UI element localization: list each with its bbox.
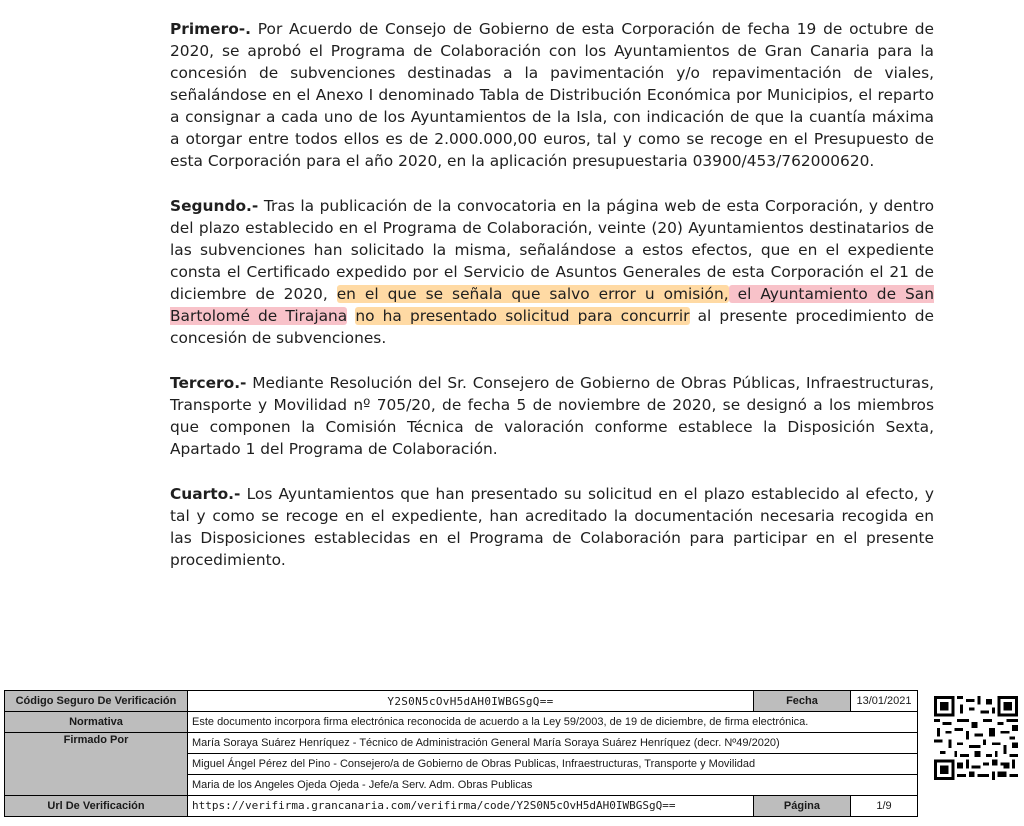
normativa-value: Este documento incorpora firma electrónica reconocida de acuerdo a la Ley 59/2003, de 19 de diciembre, de firma electrónica.	[188, 712, 918, 733]
paragraph-text: Por Acuerdo de Consejo de Gobierno de esta Corporación de fecha 19 de octubre de 2020, se aprobó el Programa de Colaboración con los Ayuntamientos de Gran Canaria para la concesión de subvenciones destinadas a la pavimentación y/o repavimentación de viales, señalándose en el Anexo I denominado Tabla de Distribución Económica por Municipios, el reparto a consignar a cada uno de los Ayuntamientos de la Isla, con indicación de que la cuantía máxima a otorgar entre todos ellos es de 2.000.000,00 euros, tal y como se recoge en el Presupuesto de esta Corporación para el año 2020, en la aplicación presupuestaria 03900/453/762000620.	[170, 20, 934, 170]
highlight-red: el Ayuntamiento de San Bartolomé de Tirajana	[170, 285, 934, 325]
paragraph-text: al presente procedimiento de concesión de subvenciones.	[170, 307, 934, 347]
normativa-row	[5, 712, 918, 733]
firmado-label: Firmado Por	[5, 733, 188, 796]
highlight-orange: en el que se señala que salvo error u omisión,	[336, 285, 729, 303]
paragraph-heading: Segundo.-	[170, 197, 259, 215]
url-label: Url De Verificación	[5, 796, 188, 817]
paragraph-cuarto	[170, 483, 934, 571]
signature-footer-table	[4, 690, 918, 817]
csv-row	[5, 691, 918, 712]
paragraph-text: Mediante Resolución del Sr. Consejero de Gobierno de Obras Públicas, Infraestructuras, Transporte y Movilidad nº 705/20, de fecha 5 de noviembre de 2020, se designó a los miembros que componen la Comisión Técnica de valoración conforme establece la Disposición Sexta, Apartado 1 del Programa de Colaboración.	[170, 374, 934, 458]
paragraph-segundo	[170, 195, 934, 349]
firmante-1: María Soraya Suárez Henríquez - Técnico de Administración General María Soraya Suárez Henríquez (decr. Nº49/2020)	[188, 733, 918, 754]
highlight-orange: no ha presentado solicitud para concurrir	[355, 307, 690, 325]
paragraph-primero	[170, 18, 934, 172]
pagina-label: Página	[753, 796, 850, 817]
firmante-3: Maria de los Angeles Ojeda Ojeda - Jefe/a Serv. Adm. Obras Publicas	[188, 775, 918, 796]
paragraph-heading: Cuarto.-	[170, 485, 241, 503]
fecha-label: Fecha	[753, 691, 850, 712]
csv-label: Código Seguro De Verificación	[5, 691, 188, 712]
csv-value: Y2S0N5cOvH5dAH0IWBGSgQ==	[188, 691, 754, 712]
pagina-value: 1/9	[850, 796, 917, 817]
paragraph-text: Los Ayuntamientos que han presentado su solicitud en el plazo establecido al efecto, y tal y como se recoge en el expediente, han acreditado la documentación necesaria recogida en las Disposiciones establecidas en el Programa de Colaboración para participar en el presente procedimiento.	[170, 485, 934, 569]
firmante-2: Miguel Ángel Pérez del Pino - Consejero/a de Gobierno de Obras Publicas, Infraestructuras, Transporte y Movilidad	[188, 754, 918, 775]
fecha-value: 13/01/2021	[850, 691, 917, 712]
paragraph-tercero	[170, 372, 934, 460]
qr-code-icon	[934, 696, 1018, 780]
normativa-label: Normativa	[5, 712, 188, 733]
firmado-row	[5, 733, 918, 754]
paragraph-heading: Tercero.-	[170, 374, 247, 392]
paragraph-text: Tras la publicación de la convocatoria en la página web de esta Corporación, y dentro del plazo establecido en el Programa de Colaboración, veinte (20) Ayuntamientos destinatarios de las subvenciones han solicitado la misma, señalándose a estos efectos, que en el expediente consta el Certificado expedido por el Servicio de Asuntos Generales de esta Corporación el 21 de diciembre de 2020,	[170, 197, 934, 303]
url-row	[5, 796, 918, 817]
document-body	[170, 18, 934, 594]
paragraph-heading: Primero-.	[170, 20, 252, 38]
url-value[interactable]: https://verifirma.grancanaria.com/verifirma/code/Y2S0N5cOvH5dAH0IWBGSgQ==	[188, 796, 754, 817]
